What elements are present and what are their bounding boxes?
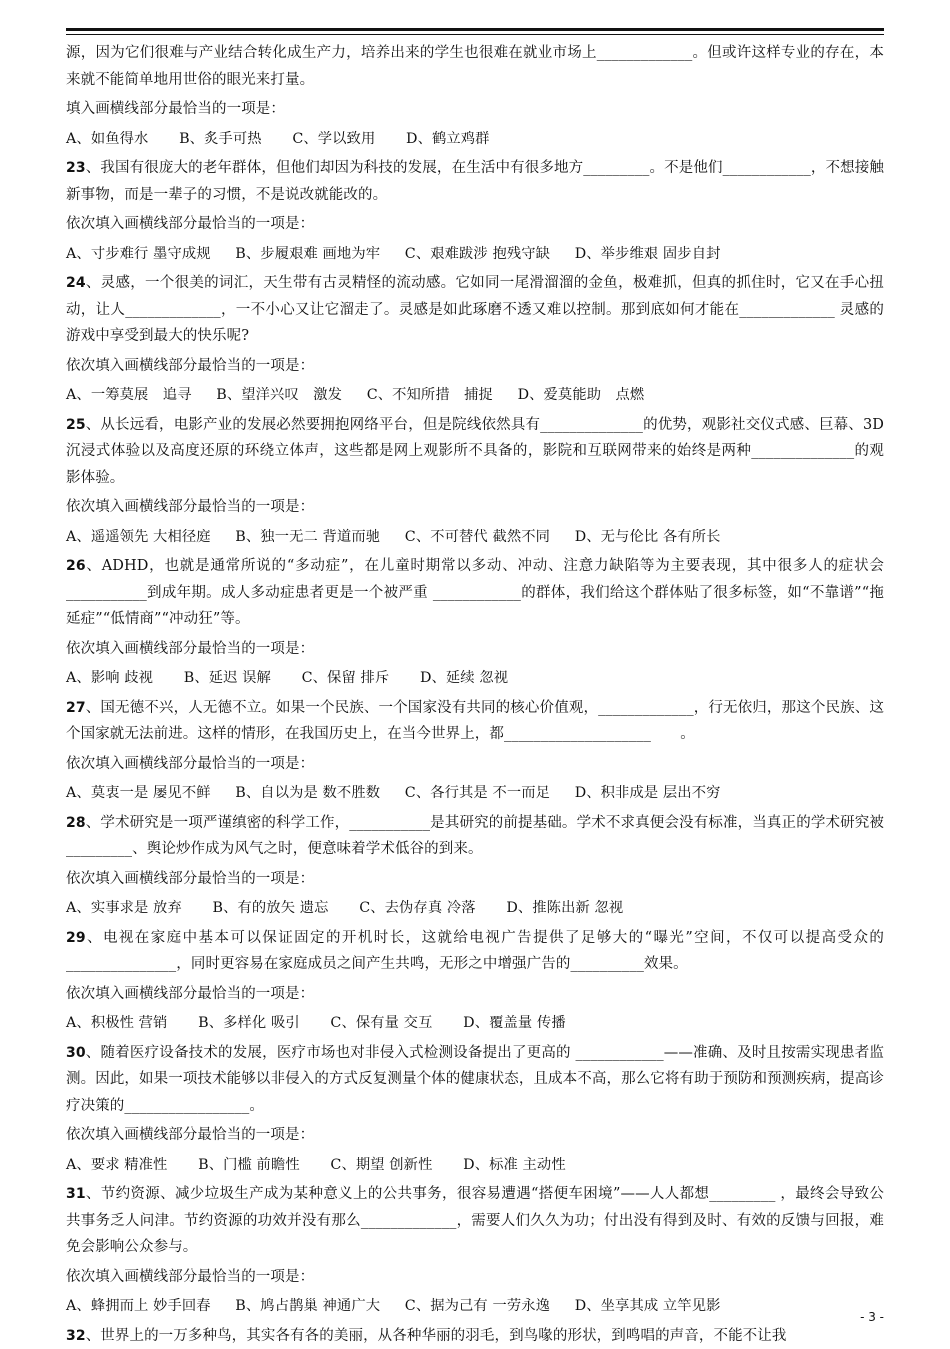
option-d: D、坐享其成 立竿见影 [575,1298,721,1314]
option-d: D、鹤立鸡群 [406,131,490,147]
question-number: 25 [66,417,86,433]
option-c: C、学以致用 [292,131,375,147]
question-text: 29、电视在家庭中基本可以保证固定的开机时长，这就给电视广告提供了足够大的“曝光”空间，不仅可以提高受众的_______________，同时更容易在家庭成员之间产生共鸣，无形之中增强广告的__________效果。 [66,925,884,978]
question-options [66,895,884,922]
question-30 [66,1040,884,1179]
question-number: 28 [66,815,86,831]
question-number: 29 [66,930,86,946]
question-stem: 依次填入画横线部分最恰当的一项是： [66,211,884,238]
option-b: B、步履艰难 画地为牢 [235,246,380,262]
option-c: C、期望 创新性 [330,1157,432,1173]
option-d: D、举步维艰 固步自封 [575,246,721,262]
page-content [66,40,884,1349]
question-26 [66,553,884,692]
question-options [66,382,884,409]
header-rule-thick [66,28,884,31]
question-29 [66,925,884,1037]
option-a: A、如鱼得水 [66,131,148,147]
question-25 [66,412,884,551]
option-d: D、爱莫能助 点燃 [518,387,645,403]
option-c: C、各行其是 不一而足 [405,785,550,801]
question-stem: 依次填入画横线部分最恰当的一项是： [66,866,884,893]
question-stem: 依次填入画横线部分最恰当的一项是： [66,636,884,663]
option-b: B、炙手可热 [179,131,262,147]
option-a: A、要求 精准性 [66,1157,167,1173]
option-d: D、无与伦比 各有所长 [575,529,721,545]
question-number: 31 [66,1186,86,1202]
intro-stem: 填入画横线部分最恰当的一项是： [66,96,884,123]
question-stem: 依次填入画横线部分最恰当的一项是： [66,751,884,778]
question-text: 28、学术研究是一项严谨缜密的科学工作，___________是其研究的前提基础。学术不求真便会没有标准，当真正的学术研究被_________、舆论炒作成为风气之时，便意味着学术低谷的到来。 [66,810,884,863]
question-number: 32 [66,1328,86,1344]
option-d: D、积非成是 层出不穷 [575,785,721,801]
question-27 [66,695,884,807]
question-stem: 依次填入画横线部分最恰当的一项是： [66,1122,884,1149]
option-c: C、不可替代 截然不同 [405,529,550,545]
option-b: B、延迟 误解 [184,670,271,686]
question-options [66,1152,884,1179]
option-a: A、莫衷一是 屡见不鲜 [66,785,211,801]
question-options [66,241,884,268]
question-number: 23 [66,160,86,176]
question-number: 30 [66,1045,86,1061]
question-31 [66,1181,884,1320]
option-d: D、延续 忽视 [420,670,508,686]
option-b: B、自以为是 数不胜数 [235,785,380,801]
option-a: A、遥遥领先 大相径庭 [66,529,211,545]
question-stem: 依次填入画横线部分最恰当的一项是： [66,1264,884,1291]
option-a: A、蜂拥而上 妙手回春 [66,1298,211,1314]
question-number: 26 [66,558,86,574]
option-c: C、不知所措 捕捉 [367,387,493,403]
question-text: 31、节约资源、减少垃圾生产成为某种意义上的公共事务，很容易遭遇“搭便车困境”——人人都想_________ ，最终会导致公共事务乏人问津。节约资源的功效并没有那么_____________，需要人们久久为功；付出没有得到及时、有效的反馈与回报，难免会影响公众参与。 [66,1181,884,1261]
option-b: B、有的放矢 遗忘 [213,900,329,916]
intro-options [66,126,884,153]
question-stem: 依次填入画横线部分最恰当的一项是： [66,353,884,380]
option-d: D、覆盖量 传播 [463,1015,566,1031]
option-c: C、去伪存真 冷落 [359,900,475,916]
option-d: D、推陈出新 忽视 [506,900,623,916]
option-b: B、门槛 前瞻性 [198,1157,300,1173]
option-a: A、一筹莫展 追寻 [66,387,192,403]
option-b: B、望洋兴叹 激发 [216,387,342,403]
intro-block [66,40,884,152]
option-a: A、积极性 营销 [66,1015,167,1031]
option-a: A、寸步难行 墨守成规 [66,246,211,262]
question-options [66,665,884,692]
question-text: 25、从长远看，电影产业的发展必然要拥抱网络平台，但是院线依然具有______________的优势，观影社交仪式感、巨幕、3D沉浸式体验以及高度还原的环绕立体声，这些都是网上观影所不具备的，影院和互联网带来的始终是两种______________的观影体验。 [66,412,884,492]
option-c: C、保留 排斥 [302,670,390,686]
page-number: - 3 - [860,1310,884,1324]
option-b: B、独一无二 背道而驰 [235,529,380,545]
question-stem: 依次填入画横线部分最恰当的一项是： [66,981,884,1008]
question-28 [66,810,884,922]
question-text: 30、随着医疗设备技术的发展，医疗市场也对非侵入式检测设备提出了更高的 ____________——准确、及时且按需实现患者监测。因此，如果一项技术能够以非侵入的方式反复测量个体的健康状态，且成本不高，那么它将有助于预防和预测疾病，提高诊疗决策的_________________。 [66,1040,884,1120]
question-number: 24 [66,275,86,291]
question-24 [66,270,884,409]
question-number: 27 [66,700,86,716]
question-text: 32、世界上的一万多种鸟，其实各有各的美丽，从各种华丽的羽毛，到鸟喙的形状，到鸣唱的声音，不能不让我 [66,1323,884,1349]
question-32 [66,1323,884,1349]
header-rule-thin [66,34,884,35]
question-stem: 依次填入画横线部分最恰当的一项是： [66,494,884,521]
intro-text: 源，因为它们很难与产业结合转化成生产力，培养出来的学生也很难在就业市场上_____________。但或许这样专业的存在，本来就不能简单地用世俗的眼光来打量。 [66,40,884,93]
option-b: B、多样化 吸引 [198,1015,300,1031]
question-text: 24、灵感，一个很美的词汇，天生带有古灵精怪的流动感。它如同一尾滑溜溜的金鱼，极难抓，但真的抓住时，它又在手心扭动，让人_____________，一不小心又让它溜走了。灵感是如此琢磨不透又难以控制。那到底如何才能在_____________ 灵感的游戏中享受到最大的快乐呢? [66,270,884,350]
question-options [66,780,884,807]
question-options [66,1293,884,1320]
option-c: C、艰难跋涉 抱残守缺 [405,246,550,262]
question-23 [66,155,884,267]
option-c: C、据为己有 一劳永逸 [405,1298,550,1314]
option-d: D、标准 主动性 [463,1157,566,1173]
question-text: 26、ADHD，也就是通常所说的“多动症”，在儿童时期常以多动、冲动、注意力缺陷等为主要表现，其中很多人的症状会 ___________到成年期。成人多动症患者更是一个被严重 ____________的群体，我们给这个群体贴了很多标签，如“不靠谱”“拖延症”“低情商”“冲动狂”等。 [66,553,884,633]
option-a: A、实事求是 放弃 [66,900,182,916]
option-c: C、保有量 交互 [330,1015,432,1031]
option-a: A、影响 歧视 [66,670,153,686]
option-b: B、鸠占鹊巢 神通广大 [235,1298,380,1314]
question-text: 27、国无德不兴，人无德不立。如果一个民族、一个国家没有共同的核心价值观，_____________，行无依归，那这个民族、这个国家就无法前进。这样的情形，在我国历史上，在当今世界上，都____________________ 。 [66,695,884,748]
question-options [66,524,884,551]
question-text: 23、我国有很庞大的老年群体，但他们却因为科技的发展，在生活中有很多地方_________。不是他们____________，不想接触新事物，而是一辈子的习惯，不是说改就能改的。 [66,155,884,208]
question-options [66,1010,884,1037]
